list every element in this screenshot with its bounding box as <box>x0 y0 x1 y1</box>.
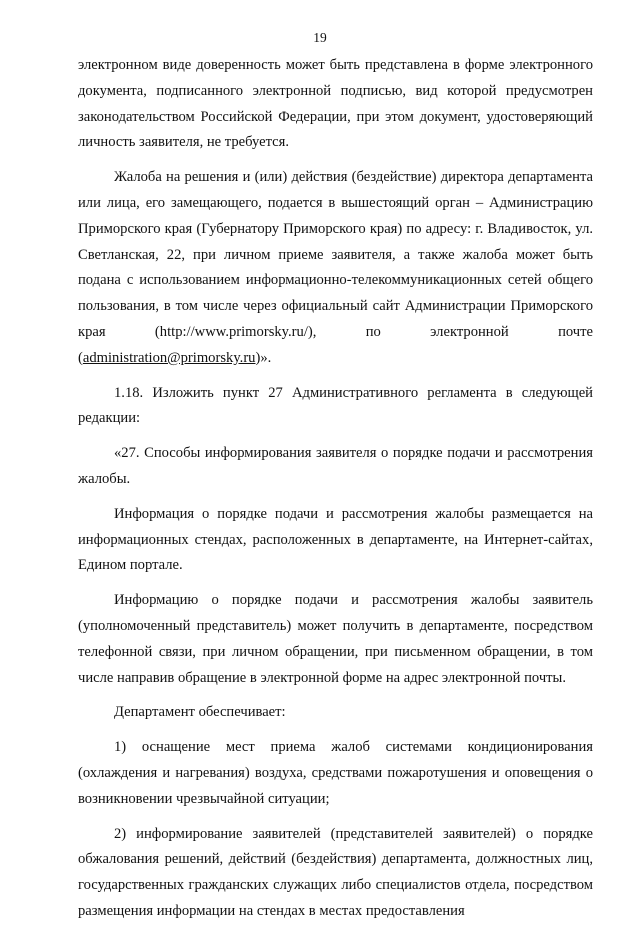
paragraph-section-27-title: «27. Способы информирования заявителя о порядке подачи и рассмотрения жалобы. <box>78 445 593 487</box>
paragraph-department-provides: Департамент обеспечивает: <box>114 704 286 721</box>
paragraph-complaint-text: Жалоба на решения и (или) действия (бездействие) директора департамента или лица, его замещающего, подается в вышестоящий орган – Администрацию Приморского края (Губернатору Приморского края) по адресу: г. Владивосток, ул. Светланская, 22, при личном приеме заявителя, а также жалоба может быть подана с использованием информационно-телекоммуникационных сетей общего пользования, в том числе через официальный сайт Администрации Приморского края (http://www.primorsky.ru/), по электронной почте ( <box>78 169 593 366</box>
list-item-equipment: 1) оснащение мест приема жалоб системами кондиционирования (охлаждения и нагревания) воздуха, средствами пожаротушения и оповещения о возникновении чрезвычайной ситуации; <box>78 739 593 807</box>
paragraph-information-placement: Информация о порядке подачи и рассмотрения жалобы размещается на информационных стендах, расположенных в департаменте, на Интернет-сайтах, Едином портале. <box>78 505 593 574</box>
paragraph-information-access: Информацию о порядке подачи и рассмотрения жалобы заявитель (уполномоченный представитель) может получить в департаменте, посредством телефонной связи, при личном обращении, при письменном обращении, в том числе направив обращение в электронной форме на адрес электронной почты. <box>78 592 593 686</box>
list-item-informing: 2) информирование заявителей (представителей заявителей) о порядке обжалования решений, действий (бездействия) департамента, должностных лиц, государственных гражданских служащих либо специалистов отдела, посредством размещения информации на стендах в местах предоставления <box>78 825 593 919</box>
paragraph-complaint-procedure <box>78 165 593 371</box>
paragraph-complaint-closing: )». <box>255 349 272 366</box>
document-body <box>78 53 593 934</box>
paragraph-amendment-1-18: 1.18. Изложить пункт 27 Административного регламента в следующей редакции: <box>78 384 593 427</box>
email-link[interactable]: administration@primorsky.ru <box>82 349 256 366</box>
page-number: 19 <box>313 30 327 45</box>
paragraph-power-of-attorney: электронном виде доверенность может быть представлена в форме электронного документа, подписанного электронной подписью, вид которой предусмотрен законодательством Российской Федерации, при этом документ, удостоверяющий личность заявителя, не требуется. <box>78 57 593 151</box>
